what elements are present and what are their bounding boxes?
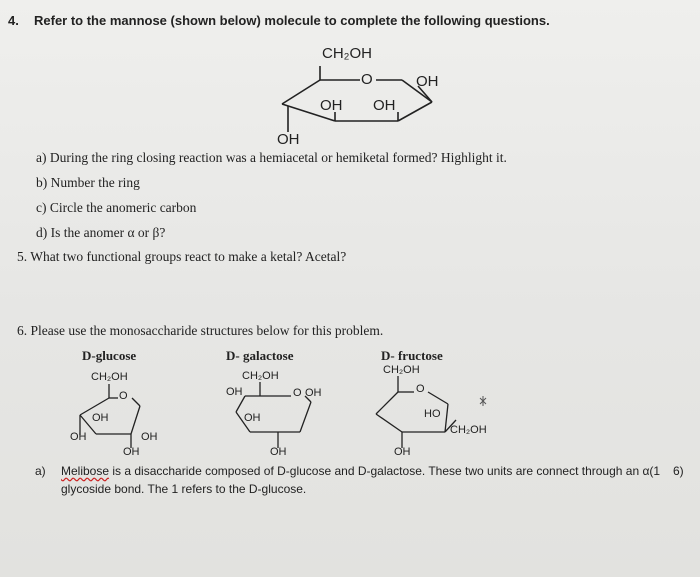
- question-6-part-a-line2: glycoside bond. The 1 refers to the D-glucose.: [61, 482, 307, 496]
- galactose-ring-oxygen: O: [293, 387, 302, 399]
- galactose-ch2oh: CH₂OH: [242, 370, 279, 382]
- glucose-ring: [80, 384, 140, 448]
- side-number: 6): [673, 464, 684, 478]
- mannose-c3-oh: OH: [320, 97, 343, 114]
- mannose-ch2oh-label: CH₂OH: [322, 45, 372, 62]
- fructose-ch2oh-right: CH₂OH: [450, 424, 487, 436]
- galactose-name: D- galactose: [226, 348, 294, 363]
- galactose-c4-oh: OH: [226, 386, 243, 398]
- question-4-number: 4.: [8, 13, 19, 28]
- mannose-c2-oh: OH: [373, 97, 396, 114]
- fructose-ring-oxygen: O: [416, 383, 425, 395]
- melibose-word: Melibose: [61, 464, 110, 478]
- mannose-anomeric-oh: OH: [416, 73, 439, 90]
- question-6-part-a-line1: [61, 464, 660, 478]
- fructose-oh: OH: [394, 446, 411, 458]
- glucose-ch2oh: CH₂OH: [91, 371, 128, 383]
- fructose-ch2oh: CH₂OH: [383, 364, 420, 376]
- mannose-ring-lower-right: [398, 102, 432, 121]
- question-4-text: Refer to the mannose (shown below) molecule to complete the following questions.: [34, 13, 550, 28]
- galactose-c2-oh: OH: [270, 446, 287, 458]
- galactose-c3-oh: OH: [244, 412, 261, 424]
- glucose-c1-oh: OH: [141, 431, 158, 443]
- question-6-part-a-line1-text: is a disaccharide composed of D-glucose and D-galactose. These two units are connect through an α(1: [109, 464, 661, 478]
- glucose-c4-oh: OH: [70, 431, 87, 443]
- question-4-part-d: d) Is the anomer α or β?: [36, 225, 166, 240]
- question-5-text: 5. What two functional groups react to make a ketal? Acetal?: [17, 249, 347, 264]
- question-4-part-a: a) During the ring closing reaction was a hemiacetal or hemiketal formed? Highlight it.: [36, 150, 507, 165]
- question-4-part-c: c) Circle the anomeric carbon: [36, 200, 197, 215]
- galactose-c1-oh: OH: [305, 387, 322, 399]
- fructose-name: D- fructose: [381, 348, 443, 363]
- glucose-c3-oh: OH: [92, 412, 109, 424]
- question-4-part-b: b) Number the ring: [36, 175, 140, 190]
- question-6-text: 6. Please use the monosaccharide structures below for this problem.: [17, 323, 384, 338]
- mannose-ring-upper-left: [282, 80, 320, 104]
- pencil-mark: [480, 396, 486, 406]
- mannose-ring-oxygen: O: [361, 71, 373, 88]
- glucose-ring-oxygen: O: [119, 390, 128, 402]
- mannose-c4-oh: OH: [277, 131, 300, 148]
- glucose-c2-oh: OH: [123, 446, 140, 458]
- glucose-name: D-glucose: [82, 348, 137, 363]
- question-6-part-a-label: a): [35, 464, 46, 478]
- fructose-ho: HO: [424, 408, 441, 420]
